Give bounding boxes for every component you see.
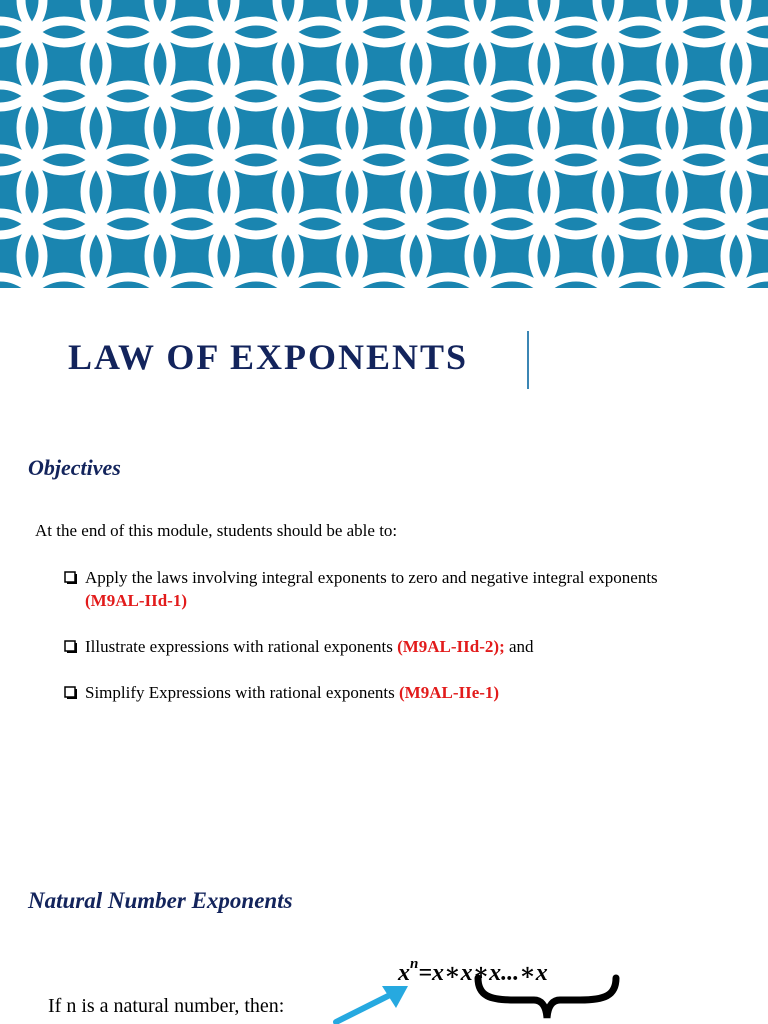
objective-item: [64, 681, 704, 704]
header-banner: [0, 0, 768, 288]
formula-rhs: =x∗x∗x...∗x: [418, 960, 548, 986]
checkbox-icon: [64, 640, 77, 653]
objective-suffix: and: [504, 637, 534, 656]
checkbox-icon: [64, 686, 77, 699]
objective-text: Illustrate expressions with rational exponents: [85, 637, 398, 656]
circle-pattern-icon: [0, 0, 768, 288]
title-divider: [527, 331, 529, 389]
arrow-up-right-icon: [330, 980, 410, 1024]
objective-code: (M9AL-IId-1): [85, 591, 187, 610]
condition-text: If n is a natural number, then:: [48, 995, 285, 1017]
objectives-heading: Objectives: [28, 455, 121, 480]
exponent-formula: [398, 952, 638, 1024]
objectives-intro: At the end of this module, students should be able to:: [35, 521, 398, 540]
objective-item: [64, 635, 704, 658]
objective-code: (M9AL-IIe-1): [399, 683, 500, 702]
formula-exponent: n: [410, 956, 419, 972]
formula-base: x: [398, 960, 410, 986]
objective-code: (M9AL-IId-2);: [397, 637, 505, 656]
slide-title: LAW OF EXPONENTS: [68, 337, 469, 377]
checkbox-icon: [64, 571, 77, 584]
objective-text: Simplify Expressions with rational exponents: [85, 683, 399, 702]
objective-text: Apply the laws involving integral exponents to zero and negative integral exponents: [85, 568, 658, 587]
objective-item: [64, 566, 704, 612]
natural-number-heading: Natural Number Exponents: [28, 888, 293, 913]
brace-icon: [474, 974, 620, 1024]
